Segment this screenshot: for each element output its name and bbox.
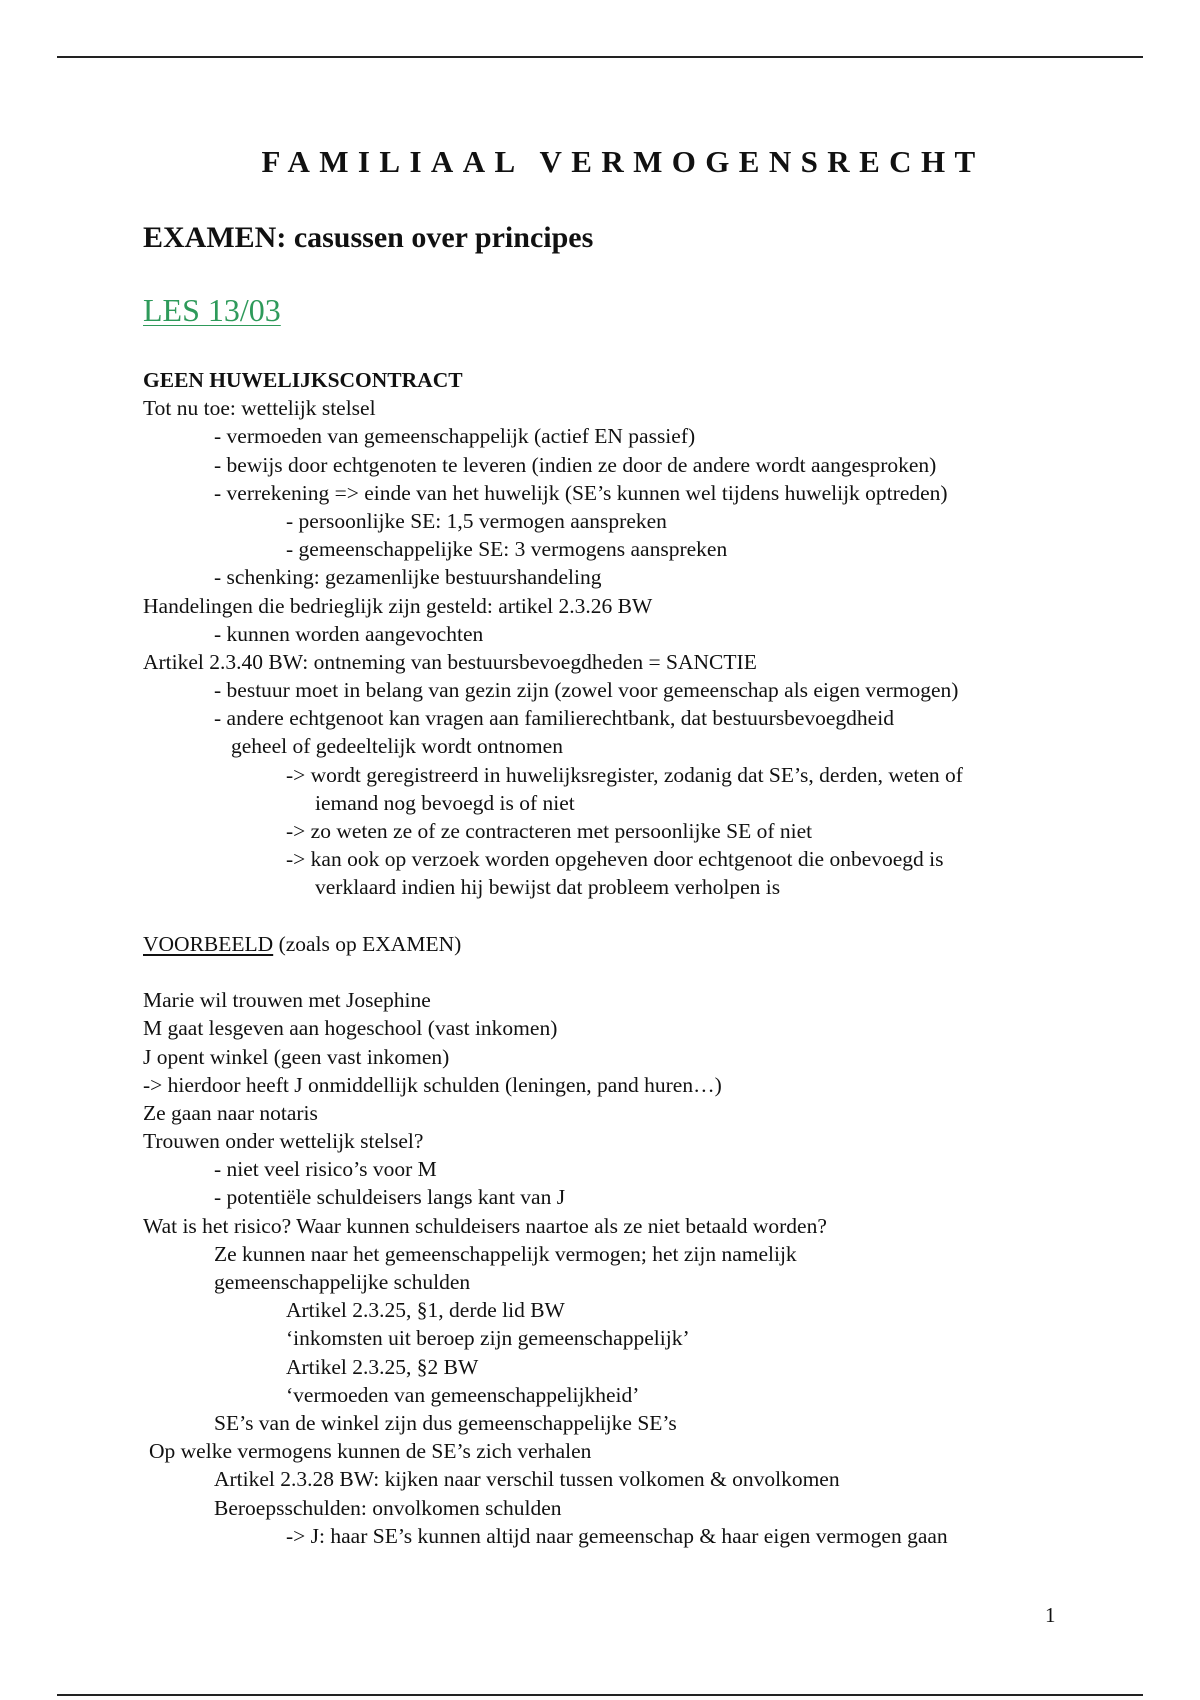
text-line: gemeenschappelijke schulden (214, 1270, 471, 1294)
text-line: - bestuur moet in belang van gezin zijn (zowel voor gemeenschap als eigen vermogen) (214, 678, 959, 703)
text-line: Artikel 2.3.28 BW: kijken naar verschil tussen volkomen & onvolkomen (214, 1467, 840, 1492)
text-line: Handelingen die bedrieglijk zijn gesteld: artikel 2.3.26 BW (143, 593, 653, 618)
text-line: - niet veel risico’s voor M (214, 1157, 437, 1182)
document-title: FAMILIAAL VERMOGENSRECHT (261, 144, 985, 179)
exam-heading: EXAMEN: casussen over principes (143, 221, 594, 254)
text-line: -> hierdoor heeft J onmiddellijk schulden (leningen, pand huren…) (143, 1072, 722, 1097)
text-line: - verrekening => einde van het huwelijk (SE’s kunnen wel tijdens huwelijk optreden) (214, 480, 948, 505)
text-line: Tot nu toe: wettelijk stelsel (143, 396, 376, 421)
text-line: - gemeenschappelijke SE: 3 vermogens aanspreken (286, 537, 728, 562)
text-line: - bewijs door echtgenoten te leveren (indien ze door de andere wordt aangesproken) (214, 452, 937, 477)
text-line: Artikel 2.3.25, §2 BW (286, 1354, 479, 1379)
text-line: J opent winkel (geen vast inkomen) (143, 1044, 450, 1069)
text-line: - andere echtgenoot kan vragen aan familierechtbank, dat bestuursbevoegdheid (214, 706, 894, 731)
text-line: geheel of gedeeltelijk wordt ontnomen (231, 734, 563, 759)
text-line: ‘vermoeden van gemeenschappelijkheid’ (286, 1382, 640, 1407)
section-heading-huwelijkscontract: GEEN HUWELIJKSCONTRACT (143, 368, 463, 392)
text-line: - schenking: gezamenlijke bestuurshandeling (214, 565, 602, 590)
spacer (143, 902, 1103, 930)
les-heading: LES 13/03 (143, 292, 281, 328)
text-line: -> wordt geregistreerd in huwelijksregister, zodanig dat SE’s, derden, weten of (286, 762, 963, 787)
text-line: - potentiële schuldeisers langs kant van J (214, 1185, 566, 1210)
text-line: ‘inkomsten uit beroep zijn gemeenschappelijk’ (286, 1326, 690, 1351)
text-line: - persoonlijke SE: 1,5 vermogen aanspreken (286, 508, 667, 533)
voorbeeld-label: VOORBEELD (143, 931, 274, 956)
text-line: Ze kunnen naar het gemeenschappelijk vermogen; het zijn namelijk (214, 1241, 797, 1266)
text-line: Marie wil trouwen met Josephine (143, 988, 431, 1013)
bottom-rule (57, 1694, 1143, 1696)
voorbeeld-suffix: (zoals op EXAMEN) (273, 931, 462, 956)
text-line: Trouwen onder wettelijk stelsel? (143, 1129, 424, 1154)
text-line: verklaard indien hij bewijst dat probleem verholpen is (315, 875, 781, 900)
text-line: -> zo weten ze of ze contracteren met persoonlijke SE of niet (286, 819, 813, 843)
document-body (143, 366, 1103, 1550)
text-line: Beroepsschulden: onvolkomen schulden (214, 1495, 562, 1520)
section-heading-voorbeeld (143, 930, 1103, 958)
text-line: iemand nog bevoegd is of niet (315, 790, 575, 815)
text-line: Artikel 2.3.40 BW: ontneming van bestuursbevoegdheden = SANCTIE (143, 649, 757, 674)
text-line: - kunnen worden aangevochten (214, 621, 484, 646)
text-line: Ze gaan naar notaris (143, 1100, 318, 1125)
top-rule (57, 56, 1143, 58)
spacer (143, 958, 1103, 986)
text-line: Wat is het risico? Waar kunnen schuldeisers naartoe als ze niet betaald worden? (143, 1213, 827, 1238)
text-line: -> kan ook op verzoek worden opgeheven door echtgenoot die onbevoegd is (286, 847, 944, 872)
text-line: Op welke vermogens kunnen de SE’s zich verhalen (149, 1439, 592, 1464)
text-line: -> J: haar SE’s kunnen altijd naar gemeenschap & haar eigen vermogen gaan (286, 1523, 948, 1548)
text-line: SE’s van de winkel zijn dus gemeenschappelijke SE’s (214, 1410, 677, 1435)
text-line: - vermoeden van gemeenschappelijk (actief EN passief) (214, 424, 696, 449)
text-line: Artikel 2.3.25, §1, derde lid BW (286, 1298, 565, 1323)
text-line: M gaat lesgeven aan hogeschool (vast inkomen) (143, 1016, 558, 1041)
page-number: 1 (1045, 1603, 1056, 1627)
